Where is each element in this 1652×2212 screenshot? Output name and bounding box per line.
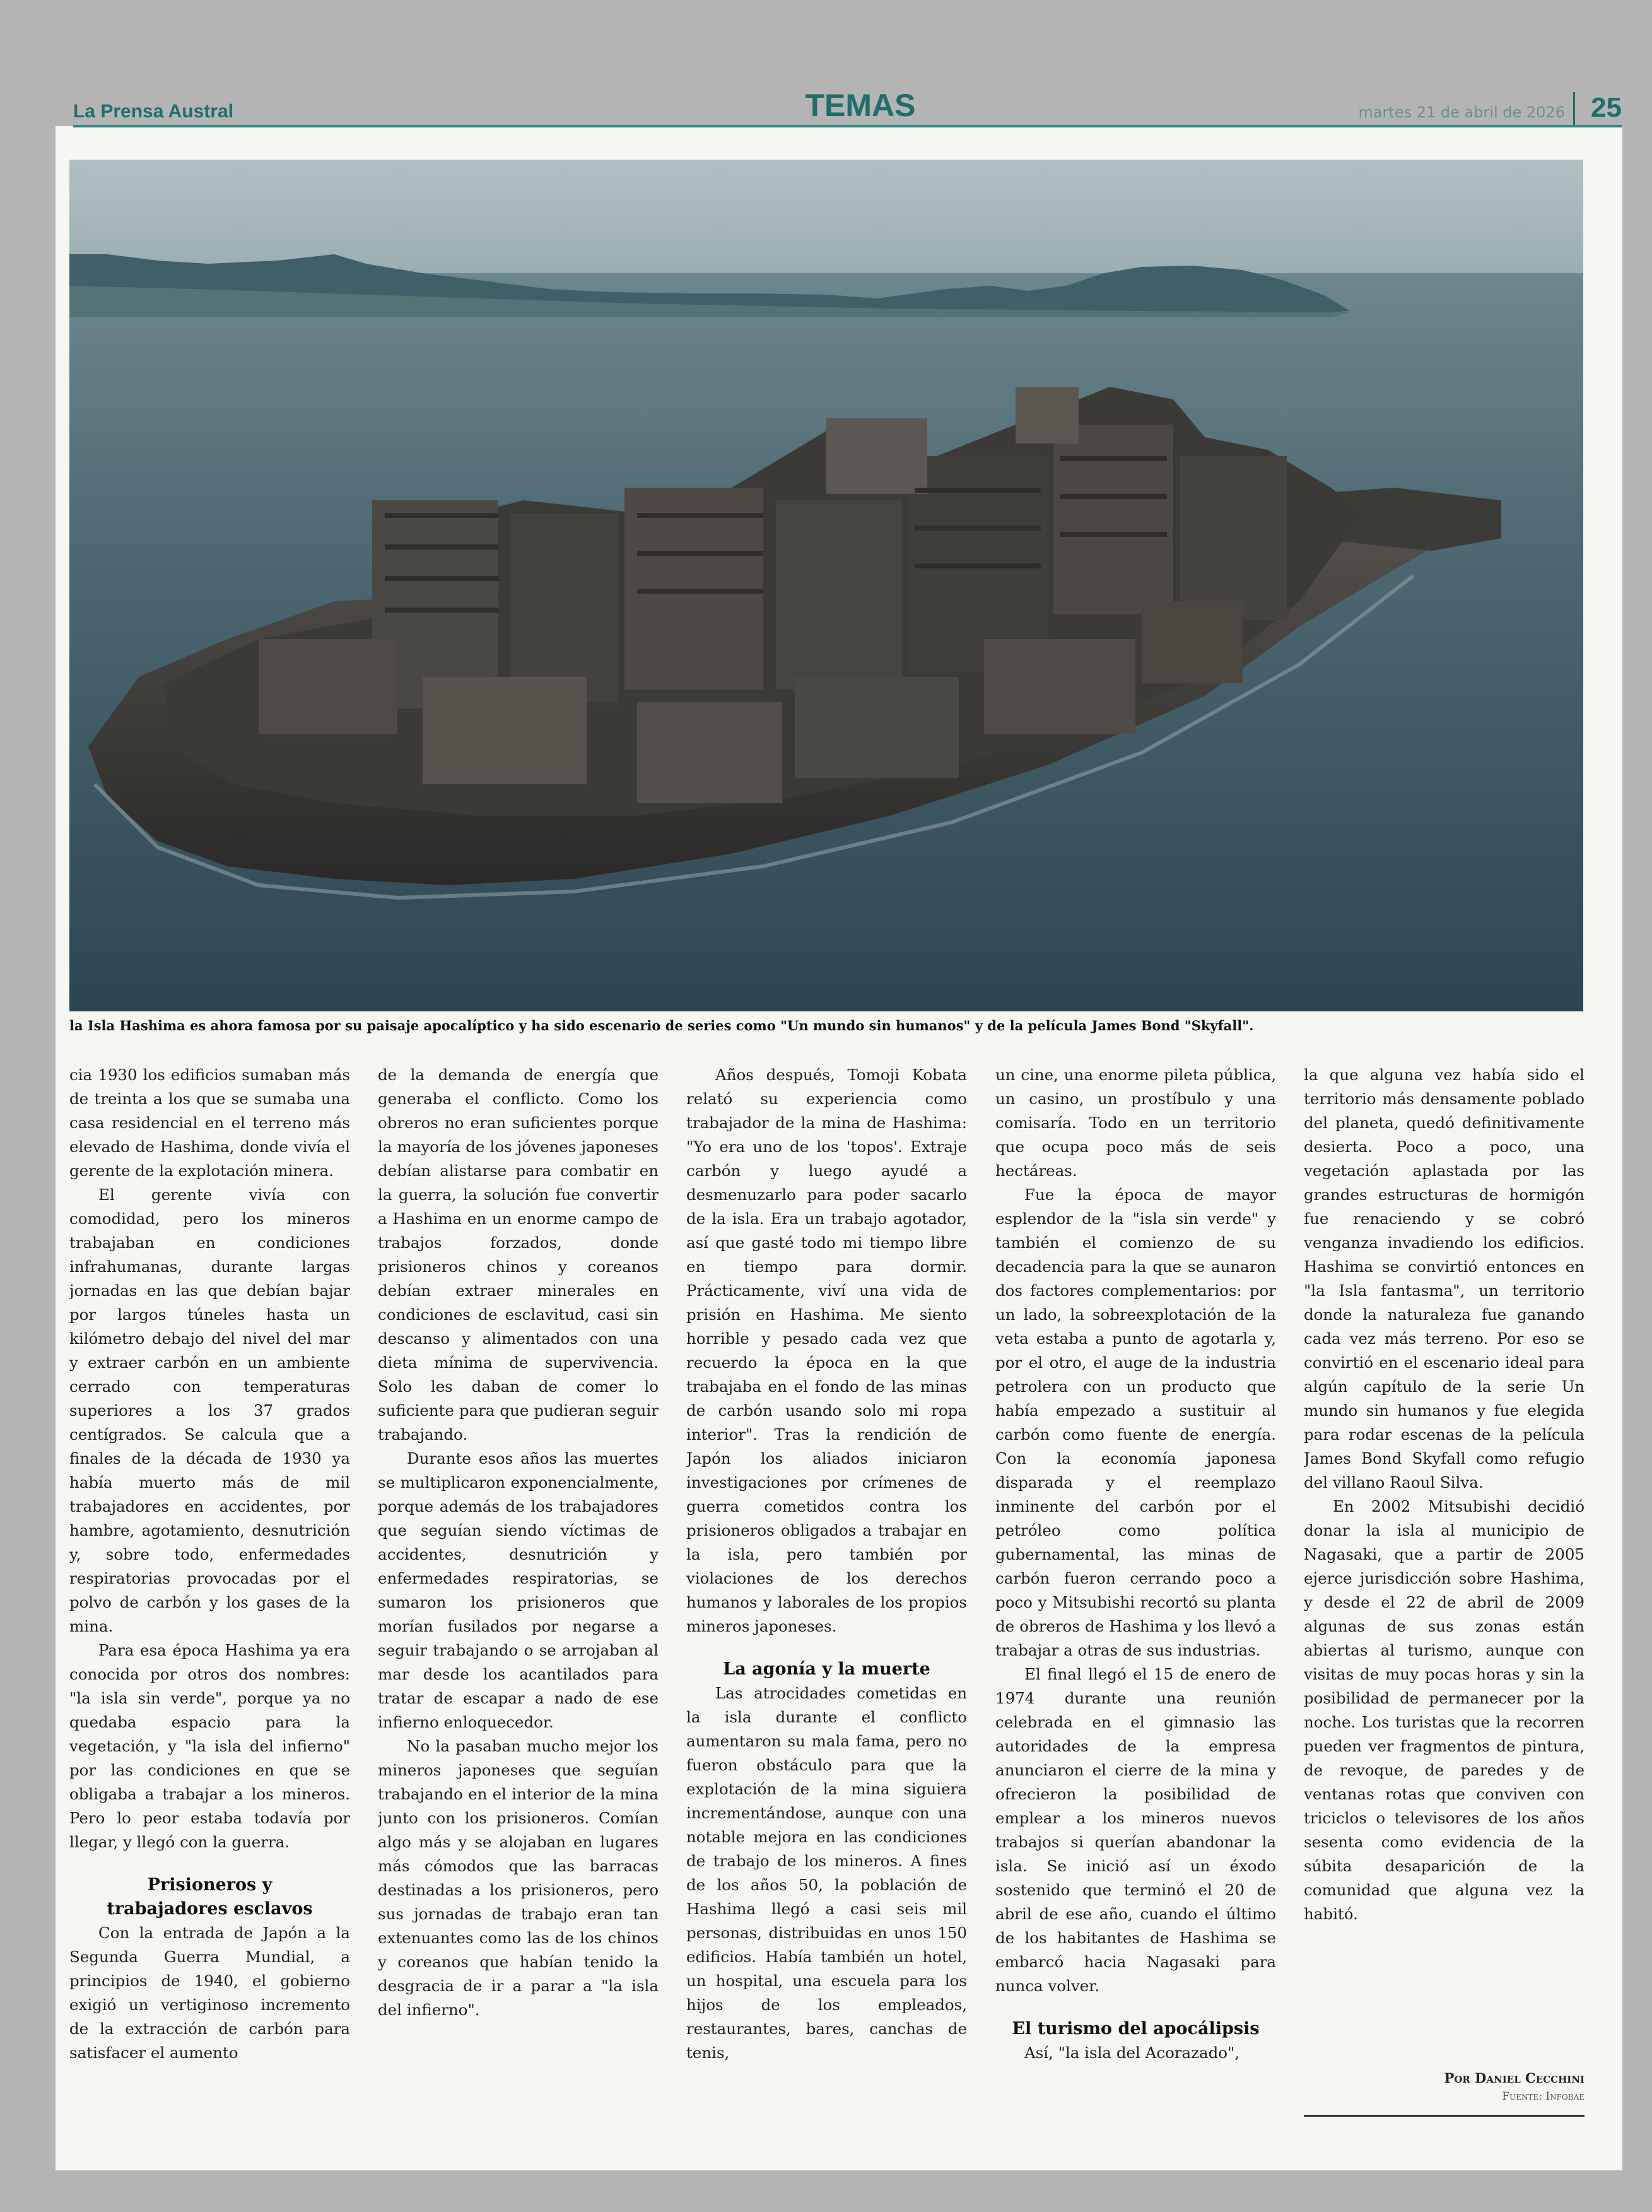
paragraph: El gerente vivía con comodidad, pero los mineros trabajaban en condiciones infrahumanas, durante largas jornadas en las que debían bajar por largos túneles hasta un kilómetro debajo del nivel del mar y extraer carbón en un ambiente cerrado con temperaturas superiores a los 37 grados centígrados. Se calcula que a finales de la década de 1930 ya había muerto más de mil trabajadores en accidentes, por hambre, agotamiento, desnutrición y, sobre todo, enfermedades respiratorias provocadas por el polvo de carbón y los gases de la mina. — [69, 1185, 350, 1635]
article-source: Fuente: Infobae — [1502, 2090, 1585, 2103]
paragraph: Durante esos años las muertes se multiplicaron exponencialmente, porque además de los trabajadores que seguían siendo víctimas de accidentes, desnutrición y enfermedades respiratorias, se sumaron los prisioneros que morían fusilados por negarse a seguir trabajando o se arrojaban al mar desde los acantilados para tratar de escapar a nado de ese infierno enloquecedor. — [378, 1449, 659, 1731]
paragraph: Para esa época Hashima ya era conocida por otros dos nombres: "la isla sin verde", porque ya no quedaba espacio para la vegetación, y "la isla del infierno" por las condiciones en que se obligaba a trabajar a los mineros. Pero lo peor estaba todavía por llegar, y llegó con la guerra. — [69, 1641, 350, 1851]
paragraph: Las atrocidades cometidas en la isla durante el conflicto aumentaron su mala fama, pero no fueron obstáculo para que la explotación de la mina siguiera incrementándose, aunque con una notable mejora en las condiciones de trabajo de los mineros. A fines de los años 50, la población de Hashima llegó a casi seis mil personas, distribuidas en unos 150 edificios. Había también un hotel, un hospital, una escuela para los hijos de los empleados, restaurantes, bares, canchas de tenis, — [686, 1684, 967, 2062]
paragraph: No la pasaban mucho mejor los mineros japoneses que seguían trabajando en el interior de la mina junto con los prisioneros. Comían algo más y se alojaban en lugares más cómodos que las barracas destinadas a los prisioneros, pero sus jornadas de trabajo eran tan extenuantes como las de los chinos y coreanos que habían tenido la desgracia de ir a parar a "la isla del infierno". — [378, 1737, 659, 2019]
byline-rule — [1304, 2115, 1585, 2117]
issue-date: martes 21 de abril de 2026 — [1358, 103, 1565, 121]
paragraph: de la demanda de energía que generaba el conflicto. Como los obreros no eran suficientes porque la mayoría de los jóvenes japoneses debían alistarse para combatir en la guerra, la solución fue convertir a Hashima en un enorme campo de trabajos forzados, donde prisioneros chinos y coreanos debían extraer minerales en condiciones de esclavitud, casi sin descanso y alimentados con una dieta mínima de supervivencia. Solo les daban de comer lo suficiente para que pudieran seguir trabajando. — [378, 1066, 659, 1444]
section-title: TEMAS — [805, 88, 916, 123]
article-column-1 — [69, 1063, 350, 2129]
island-illustration — [69, 160, 1583, 1011]
page-number: 25 — [1591, 92, 1622, 123]
subheading-line: trabajadores esclavos — [107, 1899, 313, 1919]
sky — [69, 160, 1583, 273]
paragraph: El final llegó el 15 de enero de 1974 durante una reunión celebrada en el gimnasio las autoridades de la empresa anunciaron el cierre de la mina y ofrecieron la posibilidad de emplear a los mineros nuevos trabajos si querían abandonar la isla. Se inició así un éxodo sostenido que terminó el 20 de abril de ese año, cuando el último de los habitantes de Hashima se embarcó hacia Nagasaki para nunca volver. — [995, 1665, 1276, 1995]
newspaper-name: La Prensa Austral — [73, 101, 233, 122]
masthead-separator — [1573, 92, 1575, 125]
article-column-5 — [1304, 1063, 1585, 2129]
paragraph: un cine, una enorme pileta pública, un casino, un prostíbulo y una comisaría. Todo en un territorio que ocupa poco más de seis hectáreas. — [995, 1066, 1276, 1180]
paragraph: Con la entrada de Japón a la Segunda Guerra Mundial, a principios de 1940, el gobierno exigió un vertiginoso incremento de la extracción de carbón para satisfacer el aumento — [69, 1924, 350, 2062]
byline — [1304, 2068, 1585, 2105]
subheading-line: Prisioneros y — [147, 1875, 272, 1895]
paragraph: cia 1930 los edificios sumaban más de treinta a los que se sumaba una casa residencial en el terreno más elevado de Hashima, donde vivía el gerente de la explotación minera. — [69, 1066, 350, 1180]
paragraph: Así, "la isla del Acorazado", — [1024, 2044, 1240, 2062]
subheading-prisioneros — [69, 1873, 350, 1921]
paragraph: Fue la época de mayor esplendor de la "isla sin verde" y también el comienzo de su decadencia para la que se aunaron dos factores complementarios: por un lado, la sobreexplotación de la veta estaba a punto de agotarla y, por el otro, el auge de la industria petrolera con un producto que había empezado a sustituir al carbón como fuente de energía. Con la economía japonesa disparada y el reemplazo inminente del carbón por el petróleo como política gubernamental, las minas de carbón fueron cerrando poco a poco y Mitsubishi recortó su planta de obreros de Hashima y los llevó a trabajar a otras de sus industrias. — [995, 1185, 1276, 1659]
paragraph: Años después, Tomoji Kobata relató su experiencia como trabajador de la mina de Hashima: "Yo era uno de los 'topos'. Extraje carbón y luego ayudé a desmenuzarlo para poder sacarlo de la isla. Era un trabajo agotador, así que gasté todo mi tiempo libre en tiempo para dormir. Prácticamente, viví una vida de prisión en Hashima. Me siento horrible y pesado cada vez que recuerdo la época en la que trabajaba en el fondo de las minas de carbón usando solo mi ropa interior". Tras la rendición de Japón los aliados iniciaron investigaciones por crímenes de guerra cometidos contra los prisioneros obligados a trabajar en la isla, pero también por violaciones de los derechos humanos y laborales de los propios mineros japoneses. — [686, 1066, 967, 1635]
article-column-3 — [686, 1063, 967, 2129]
article-body — [69, 1063, 1585, 2129]
aerial-photo-hashima-island — [69, 160, 1583, 1011]
paragraph: En 2002 Mitsubishi decidió donar la isla al municipio de Nagasaki, que a partir de 2005 ejerce jurisdicción sobre Hashima, y desde el 22 de abril de 2009 algunas de sus zonas están abiertas al turismo, aunque con visitas de muy pocas horas y sin la posibilidad de permanecer por la noche. Los turistas que la recorren pueden ver fragmentos de pintura, de revoque, de paredes y de ventanas rotas que conviven con triciclos o televisores de los años sesenta como evidencia de la súbita desaparición de la comunidad que alguna vez la habitó. — [1304, 1497, 1585, 1923]
subheading-agonia: La agonía y la muerte — [723, 1659, 930, 1679]
masthead — [73, 88, 1622, 127]
subheading-turismo: El turismo del apocálipsis — [1012, 2019, 1260, 2038]
paragraph: la que alguna vez había sido el territorio más densamente poblado del planeta, quedó definitivamente desierta. Poco a poco, una vegetación aplastada por las grandes estructuras de hormigón fue renaciendo y se cobró venganza invadiendo los edificios. Hashima se convirtió entonces en "la Isla fantasma", un territorio donde la naturaleza fue ganando cada vez más terreno. Por eso se convirtió en el escenario ideal para algún capítulo de la serie Un mundo sin humanos y fue elegida para rodar escenas de la película James Bond Skyfall como refugio del villano Raoul Silva. — [1304, 1066, 1585, 1491]
article-column-4 — [995, 1063, 1276, 2129]
photo-caption: la Isla Hashima es ahora famosa por su paisaje apocalíptico y ha sido escenario de series como "Un mundo sin humanos" y de la película James Bond "Skyfall". — [69, 1018, 1254, 1033]
article-column-2 — [378, 1063, 659, 2129]
author-name: Por Daniel Cecchini — [1444, 2070, 1585, 2086]
